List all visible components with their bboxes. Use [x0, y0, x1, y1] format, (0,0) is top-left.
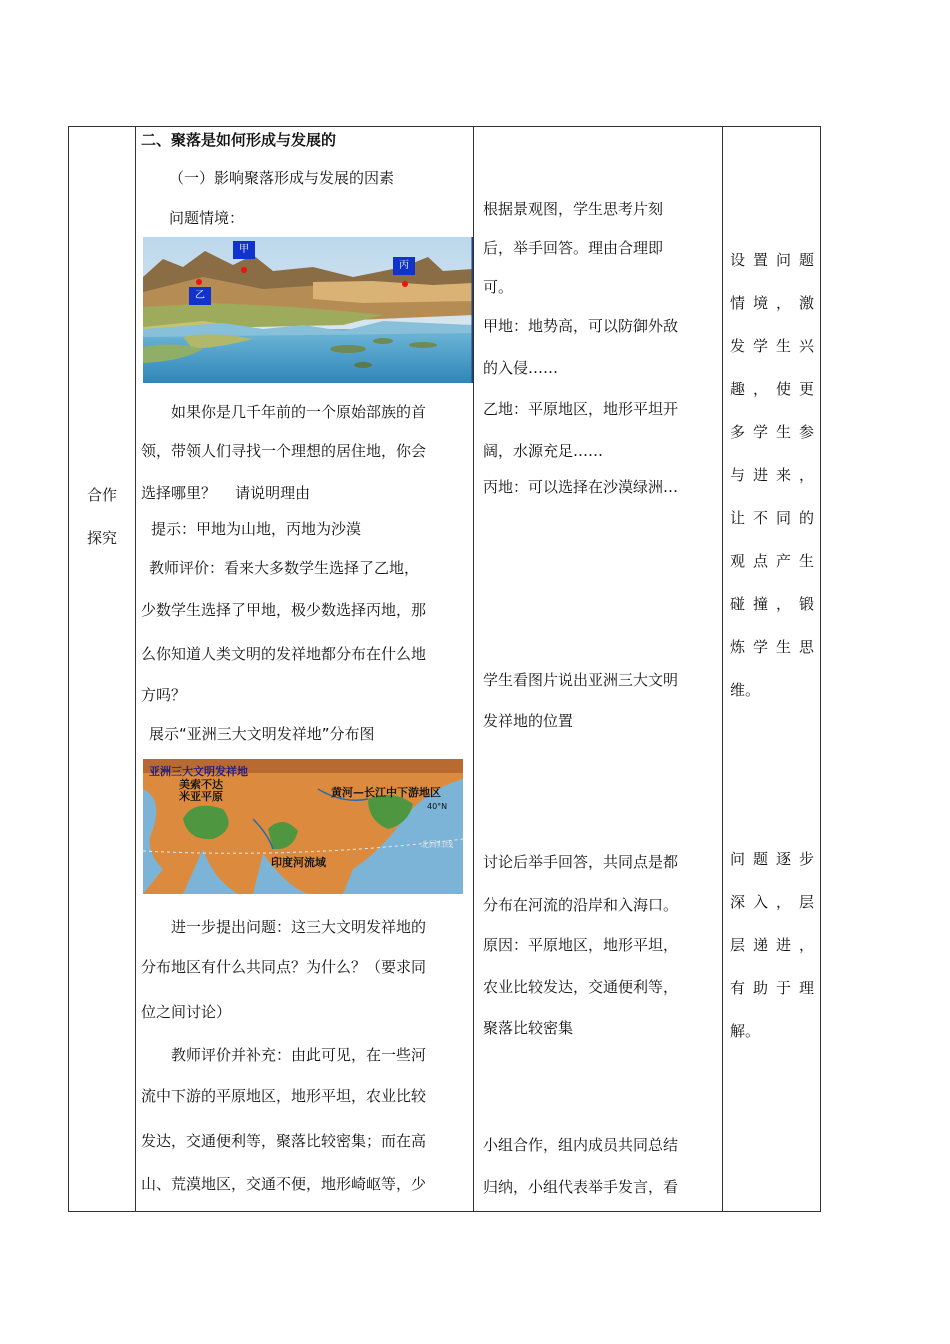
show-map-caption: 展示“亚洲三大文明发祥地”分布图 [149, 725, 375, 743]
intent-text: 让不同的 [730, 509, 814, 527]
student-text: 的入侵…… [483, 359, 559, 377]
student-text: 农业比较发达，交通便利等， [483, 978, 679, 996]
intent-text: 趣，使更 [730, 380, 814, 398]
section-heading: 二、聚落是如何形成与发展的 [141, 131, 337, 149]
student-text: 小组合作，组内成员共同总结 [483, 1136, 679, 1154]
student-text: 分布在河流的沿岸和入海口。 [483, 896, 679, 914]
landscape-drawing [143, 237, 473, 383]
label-jia: 甲 [233, 241, 255, 259]
eval-1-line-2: 少数学生选择了甲地，极少数选择丙地，那 [141, 601, 427, 619]
eval-1-line-3: 么你知道人类文明的发祥地都分布在什么地 [141, 645, 427, 663]
landscape-illustration [143, 237, 473, 383]
intent-text: 有助于理 [730, 979, 814, 997]
student-text: 乙地：平原地区，地形平坦开 [483, 400, 679, 418]
map-title: 亚洲三大文明发祥地 [149, 765, 248, 778]
intent-text: 维。 [730, 681, 761, 699]
eval-1-line-1: 教师评价：看来大多数学生选择了乙地， [149, 559, 420, 577]
student-text: 阔，水源充足…… [483, 442, 604, 460]
student-text: 可。 [483, 278, 514, 296]
intent-text: 碰撞，锻 [730, 595, 814, 613]
question-2-line-2: 分布地区有什么共同点？为什么？（要求同 [141, 958, 427, 976]
marker-yi [196, 279, 202, 285]
student-text: 归纳，小组代表举手发言，看 [483, 1178, 679, 1196]
question-2-line-1: 进一步提出问题：这三大文明发祥地的 [171, 918, 427, 936]
student-activity-column [473, 127, 722, 1211]
stage-label-line-2: 探究 [86, 529, 117, 547]
eval-1-line-4: 方吗？ [141, 686, 187, 704]
intent-text: 多学生参 [730, 423, 814, 441]
question-2-line-3: 位之间讨论） [141, 1003, 232, 1021]
scenario-label: 问题情境： [169, 209, 245, 227]
stage-column [69, 127, 135, 1211]
question-1-line-2: 领，带领人们寻找一个理想的居住地，你会 [141, 442, 427, 460]
student-text: 聚落比较密集 [483, 1019, 574, 1037]
intent-text: 问题逐步 [730, 850, 814, 868]
eval-2-line-2: 流中下游的平原地区，地形平坦，农业比较 [141, 1087, 427, 1105]
map-label-huanghe: 黄河—长江中下游地区 [331, 786, 441, 799]
intent-text: 情境，激 [730, 294, 814, 312]
question-1-line-1: 如果你是几千年前的一个原始部族的首 [171, 403, 427, 421]
student-text: 后，举手回答。理由合理即 [483, 239, 664, 257]
intent-text: 层递进， [730, 936, 814, 954]
intent-text: 发学生兴 [730, 337, 814, 355]
marker-jia [241, 267, 247, 273]
student-text: 丙地：可以选择在沙漠绿洲… [483, 478, 679, 496]
label-bing: 丙 [393, 257, 415, 275]
eval-2-line-4: 山、荒漠地区，交通不便，地形崎岖等，少 [141, 1175, 427, 1193]
student-text: 学生看图片说出亚洲三大文明 [483, 671, 679, 689]
intent-text: 与进来， [730, 466, 814, 484]
question-1-line-3: 选择哪里？ 请说明理由 [141, 484, 311, 502]
hint: 提示：甲地为山地，丙地为沙漠 [151, 520, 362, 538]
asia-civilization-map [143, 759, 463, 894]
lesson-table [68, 126, 821, 1212]
student-text: 原因：平原地区，地形平坦， [483, 936, 679, 954]
subheading: （一）影响聚落形成与发展的因素 [169, 169, 395, 187]
student-text: 根据景观图，学生思考片刻 [483, 200, 664, 218]
intent-text: 炼学生思 [730, 638, 814, 656]
intent-text: 深入，层 [730, 893, 814, 911]
design-intent-column [722, 127, 820, 1211]
stage-label-line-1: 合作 [86, 486, 117, 504]
map-label-indus: 印度河流域 [271, 856, 326, 869]
intent-text: 解。 [730, 1022, 761, 1040]
teacher-activity-column [135, 127, 473, 1211]
student-text: 发祥地的位置 [483, 712, 574, 730]
eval-2-line-1: 教师评价并补充：由此可见，在一些河 [171, 1046, 427, 1064]
intent-text: 设置问题 [730, 251, 814, 269]
marker-bing [402, 281, 408, 287]
label-yi: 乙 [189, 287, 211, 305]
student-text: 讨论后举手回答，共同点是都 [483, 853, 679, 871]
map-label-latitude: 40°N [427, 802, 448, 811]
student-text: 甲地：地势高，可以防御外敌 [483, 317, 679, 335]
map-label-tropic: 北回归线 [421, 840, 453, 849]
intent-text: 观点产生 [730, 552, 814, 570]
map-label-mesopotamia: 美索不达 米亚平原 [179, 778, 223, 803]
eval-2-line-3: 发达，交通便利等，聚落比较密集；而在高 [141, 1132, 427, 1150]
